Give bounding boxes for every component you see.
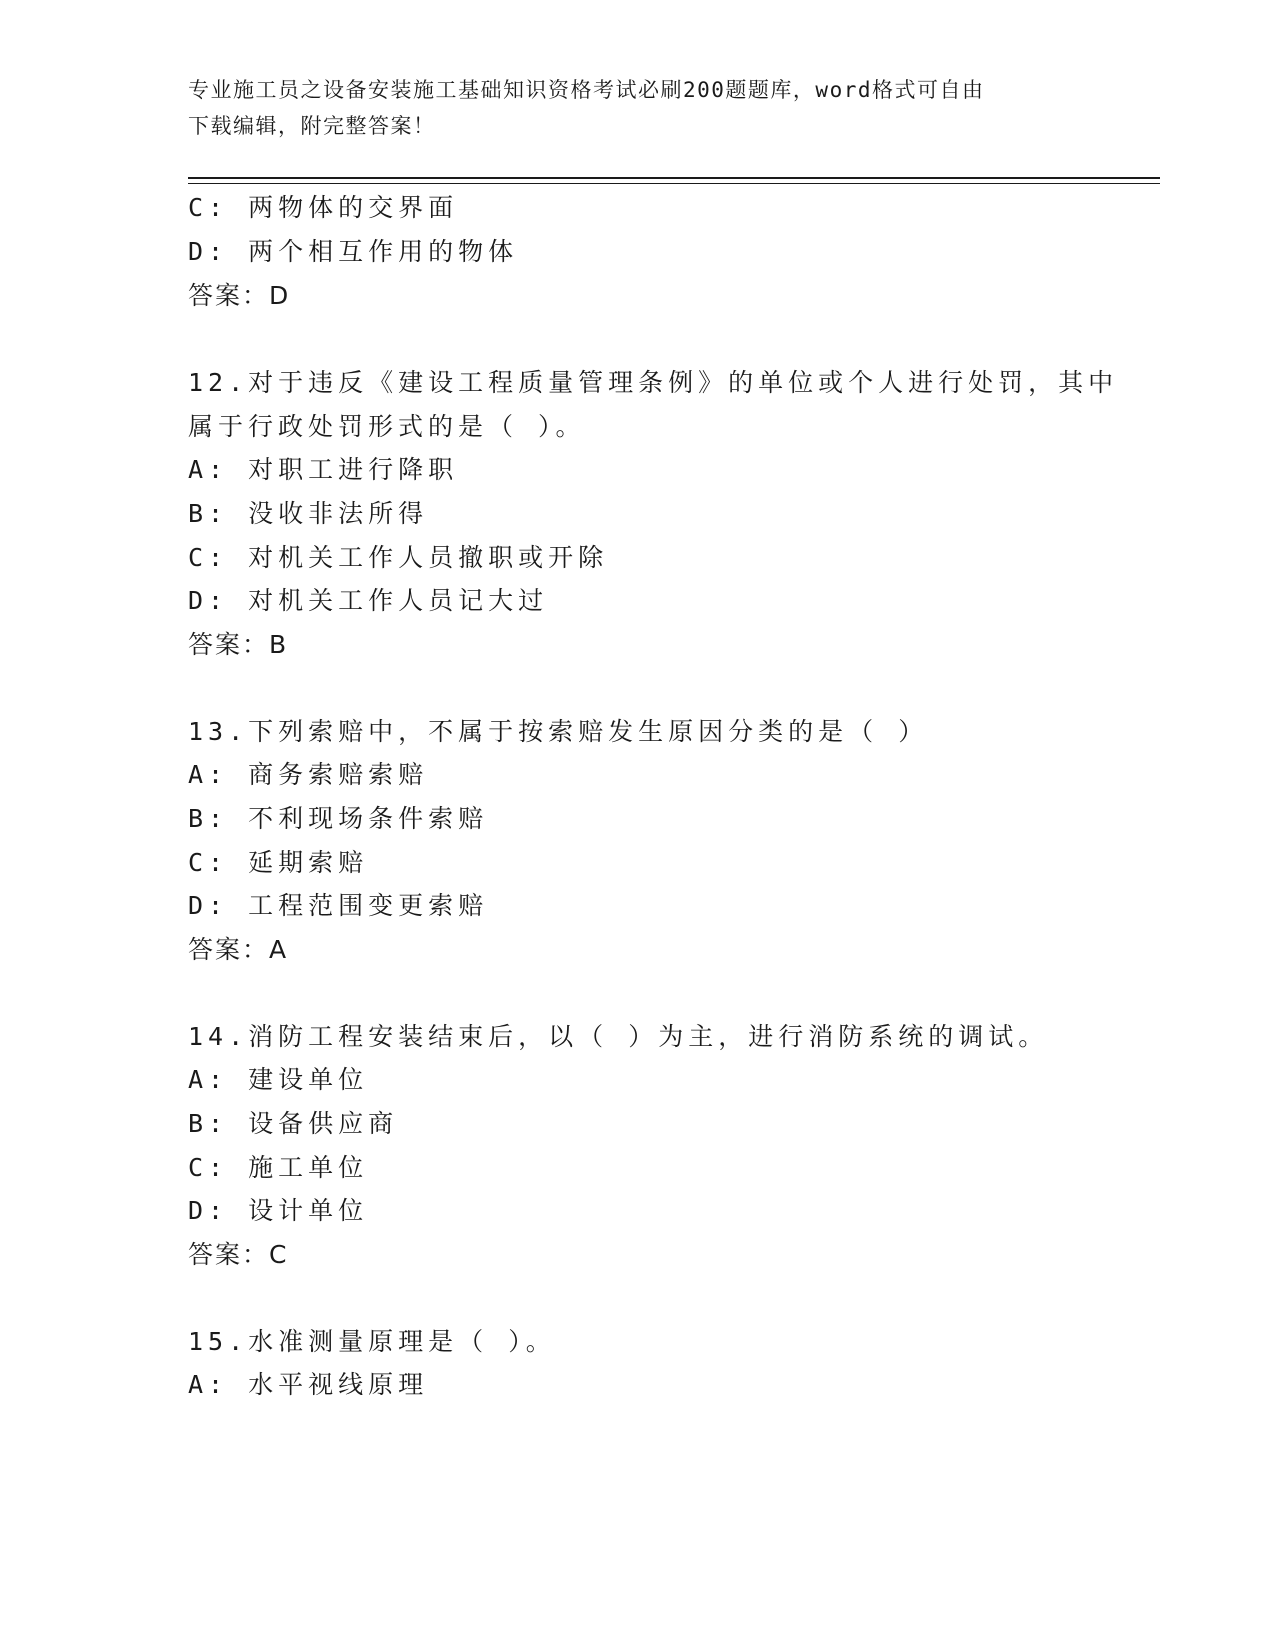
- q12-answer: 答案：B: [188, 630, 289, 659]
- q14-stem: 14.消防工程安装结束后，以（ ）为主，进行消防系统的调试。: [188, 1022, 1049, 1051]
- q14-option-b: B: 设备供应商: [188, 1109, 399, 1138]
- q12-option-d: D: 对机关工作人员记大过: [188, 586, 549, 615]
- header-title-line-1: 专业施工员之设备安装施工基础知识资格考试必刷200题题库，word格式可自由: [188, 78, 985, 102]
- q13-option-c: C: 延期索赔: [188, 848, 369, 877]
- q15-option-a: A: 水平视线原理: [188, 1370, 429, 1399]
- document-header: [188, 72, 1068, 144]
- q14-answer: 答案：C: [188, 1240, 289, 1269]
- q12-stem-line-1: 12.对于违反《建设工程质量管理条例》的单位或个人进行处罚，其中: [188, 368, 1119, 397]
- q11-option-d: D: 两个相互作用的物体: [188, 237, 519, 266]
- q12-option-c: C: 对机关工作人员撤职或开除: [188, 543, 609, 572]
- header-divider-thin: [188, 183, 1160, 184]
- q12-option-a: A: 对职工进行降职: [188, 455, 459, 484]
- q13-answer: 答案：A: [188, 935, 289, 964]
- q13-option-b: B: 不利现场条件索赔: [188, 804, 489, 833]
- q11-answer: 答案：D: [188, 281, 291, 310]
- q12-option-b: B: 没收非法所得: [188, 499, 429, 528]
- q14-option-d: D: 设计单位: [188, 1196, 369, 1225]
- q13-option-a: A: 商务索赔索赔: [188, 760, 429, 789]
- q14-option-a: A: 建设单位: [188, 1065, 369, 1094]
- q13-stem: 13.下列索赔中，不属于按索赔发生原因分类的是（ ）: [188, 717, 929, 746]
- q11-option-c: C: 两物体的交界面: [188, 193, 459, 222]
- q12-stem-line-2: 属于行政处罚形式的是（ ）。: [188, 412, 586, 441]
- header-divider-thick: [188, 177, 1160, 179]
- q13-option-d: D: 工程范围变更索赔: [188, 891, 489, 920]
- header-title-line-2: 下载编辑，附完整答案！: [188, 114, 436, 138]
- q14-option-c: C: 施工单位: [188, 1153, 369, 1182]
- q15-stem: 15.水准测量原理是（ ）。: [188, 1327, 556, 1356]
